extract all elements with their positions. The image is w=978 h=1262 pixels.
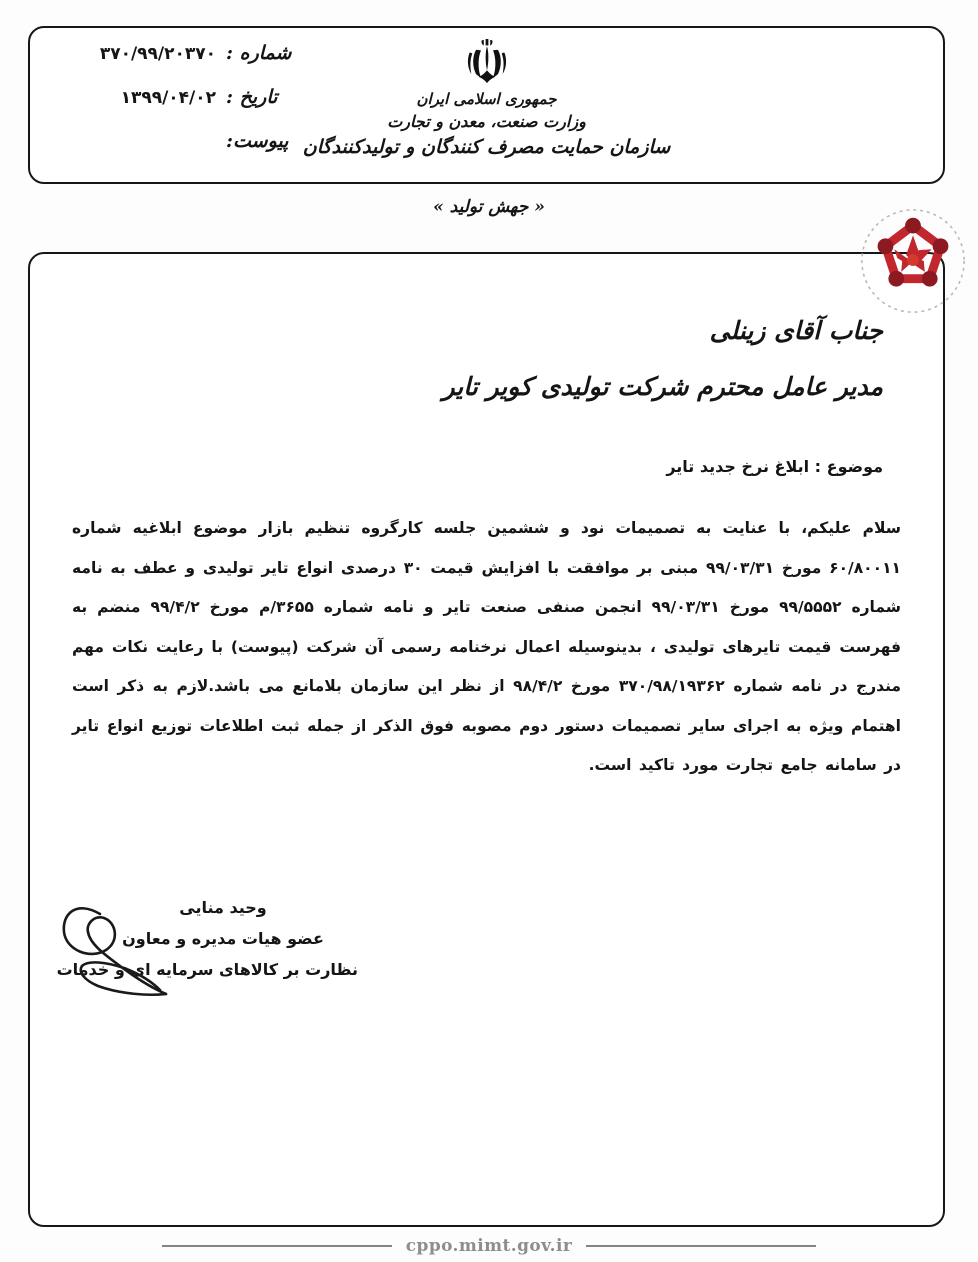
footer-rule-right bbox=[162, 1245, 392, 1247]
meta-row-number bbox=[48, 42, 298, 86]
footer-url: cppo.mimt.gov.ir bbox=[405, 1236, 573, 1256]
meta-label-attachment: پیوست: bbox=[226, 130, 289, 152]
letterhead-line-organization: سازمان حمایت مصرف کنندگان و تولیدکنندگان bbox=[302, 135, 671, 158]
meta-label-number: شماره : bbox=[226, 42, 292, 64]
footer-rule-left bbox=[586, 1245, 816, 1247]
letter-body-text: سلام علیکم، با عنایت به تصمیمات نود و ششمین جلسه کارگروه تنظیم بازار موضوع ابلاغیه شماره ۶۰/۸۰۰۱۱ مورخ ۹۹/۰۳/۳۱ مبنی بر موافقت با افزایش قیمت ۳۰ درصدی انواع تایر تولیدی و عطف به نامه شماره ۹۹/۵۵۵۲ مورخ ۹۹/۰۳/۳۱ انجمن صنفی صنعت تایر و نامه شماره ۳۶۵۵/م مورخ ۹۹/۴/۲ منضم به فهرست قیمت تایرهای تولیدی ، بدینوسیله اعمال نرخنامه رسمی آن شرکت (پیوست) با رعایت نکات مهم مندرج در نامه شماره ۳۷۰/۹۸/۱۹۳۶۲ مورخ ۹۸/۴/۲ از نظر این سازمان بلامانع می باشد.لازم به ذکر است اهتمام ویژه به اجرای سایر تصمیمات دستور دوم مصوبه فوق الذکر از جمله ثبت اطلاعات توزیع انواع تایر در سامانه جامع تجارت مورد تاکید است. bbox=[72, 519, 902, 775]
subject-line: موضوع : ابلاغ نرخ جدید تایر bbox=[666, 457, 883, 476]
organization-logo-icon bbox=[854, 202, 972, 320]
signatory-title-line1: عضو هیات مدیره و معاون bbox=[122, 929, 324, 949]
signatory-name: وحید منایی bbox=[179, 898, 267, 917]
letterhead-line-ministry: وزارت صنعت، معدن و تجارت bbox=[387, 111, 586, 131]
letterhead-line-country: جمهوری اسلامی ایران bbox=[416, 90, 557, 108]
meta-value-date: ۱۳۹۹/۰۴/۰۲ bbox=[120, 88, 216, 108]
addressee-block bbox=[442, 312, 883, 405]
addressee-title: مدیر عامل محترم شرکت تولیدی کویر تایر bbox=[442, 371, 883, 401]
signature-block bbox=[56, 892, 358, 986]
meta-row-attachment bbox=[48, 130, 298, 174]
meta-label-date: تاریخ : bbox=[226, 86, 278, 108]
meta-row-date bbox=[48, 86, 298, 130]
signatory-title-line2: نظارت بر کالاهای سرمایه ای و خدمات bbox=[56, 960, 358, 980]
meta-value-number: ۳۷۰/۹۹/۲۰۳۷۰ bbox=[99, 44, 216, 64]
letterhead-box bbox=[28, 26, 945, 184]
page-footer bbox=[0, 1236, 978, 1256]
letter-body-box bbox=[28, 252, 945, 1227]
addressee-name: جناب آقای زینلی bbox=[709, 316, 883, 345]
letter-meta-block bbox=[48, 42, 298, 174]
iran-emblem-icon bbox=[464, 36, 510, 88]
year-slogan: « جهش تولید » bbox=[433, 197, 545, 217]
